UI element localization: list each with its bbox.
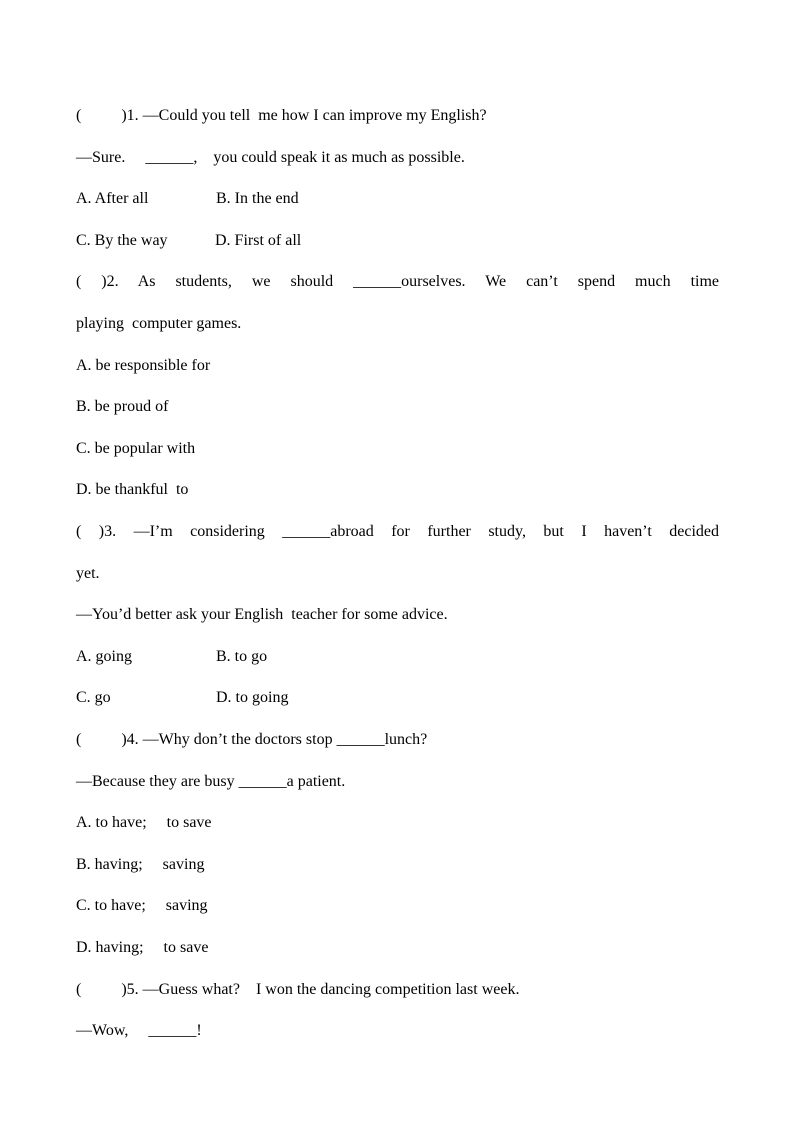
- question-2-stem-line2: playing computer games.: [76, 315, 242, 332]
- question-5-stem: ( )5. —Guess what? I won the dancing competition last week.: [76, 981, 520, 998]
- question-1-stem: ( )1. —Could you tell me how I can improve my English?: [76, 107, 487, 124]
- question-4-stem: ( )4. —Why don’t the doctors stop ______lunch?: [76, 731, 428, 748]
- question-4-option-a: A. to have; to save: [76, 814, 212, 831]
- question-3-reply: —You’d better ask your English teacher for some advice.: [76, 606, 448, 623]
- question-2-stem-line1: ( )2. As students, we should ______ourselves. We can’t spend much time: [76, 273, 719, 290]
- question-3-stem-line1: ( )3. —I’m considering ______abroad for further study, but I haven’t decided: [76, 523, 719, 540]
- question-3-stem-line2: yet.: [76, 565, 100, 582]
- question-4-option-b: B. having; saving: [76, 856, 205, 873]
- question-3-option-d: D. to going: [216, 689, 289, 706]
- question-4-reply: —Because they are busy ______a patient.: [76, 773, 346, 790]
- question-1-option-d: D. First of all: [215, 232, 302, 249]
- question-4-option-c: C. to have; saving: [76, 897, 208, 914]
- question-2-option-d: D. be thankful to: [76, 481, 189, 498]
- question-2-option-c: C. be popular with: [76, 440, 196, 457]
- question-1-option-b: B. In the end: [216, 190, 299, 207]
- question-2-option-a: A. be responsible for: [76, 357, 211, 374]
- question-5-reply: —Wow, ______!: [76, 1022, 202, 1039]
- question-1-reply: —Sure. ______, you could speak it as much as possible.: [76, 149, 465, 166]
- question-1-option-a: A. After all: [76, 190, 149, 207]
- question-3-option-a: A. going: [76, 648, 132, 665]
- question-3-option-c: C. go: [76, 689, 111, 706]
- question-3-option-b: B. to go: [216, 648, 268, 665]
- question-1-option-c: C. By the way: [76, 232, 168, 249]
- question-2-option-b: B. be proud of: [76, 398, 169, 415]
- question-4-option-d: D. having; to save: [76, 939, 209, 956]
